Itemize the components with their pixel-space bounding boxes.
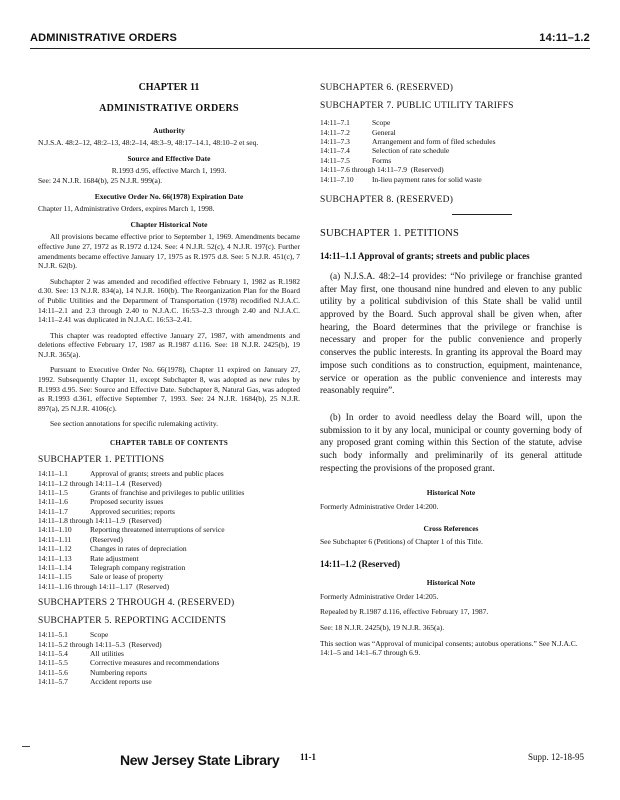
chapter-number: CHAPTER 11 bbox=[138, 82, 200, 93]
table-of-contents-heading: CHAPTER TABLE OF CONTENTS bbox=[109, 439, 229, 448]
subchapter-7-toc bbox=[320, 118, 582, 184]
toc-entry: 14:11–1.10 Reporting threatened interruptions of service bbox=[38, 525, 225, 535]
source-heading: Source and Effective Date bbox=[127, 153, 211, 163]
toc-entry: 14:11–1.11 (Reserved) bbox=[38, 534, 123, 544]
section-paragraph-b: (b) In order to avoid needless delay the Board will, upon the submission to it by any local, municipal or county governing body of any proposed grant coming within this Section of the statute, advise such body informally and preliminarily of its general attitude respecting the provisions of the proposed grant. bbox=[320, 411, 582, 473]
source-line-2: See: 24 N.J.R. 1684(b), 25 N.J.R. 999(a). bbox=[38, 175, 163, 185]
historical-note-text: Repealed by R.1987 d.116, effective February 17, 1987. bbox=[320, 607, 489, 617]
historical-note-text: Formerly Administrative Order 14:205. bbox=[320, 591, 439, 601]
historical-note-paragraph: Subchapter 2 was amended and recodified effective February 1, 1982 as R.1982 d.30. See: 13 N.J.R. 834(a), 14 N.J.R. 160(b). The Reorganization Plan for the Board of Public Utilities and the Department of Transportation (1978) recodified N.J.A.C. 14:11–2.1 and 2.3 through 2.40 to N.J.A.C. 16:53–2.3 through 2.40 and N.J.A.C. 14:11–2.41 was duplicated in N.J.A.C. 16:53–2.41. bbox=[38, 276, 300, 325]
historical-note-text: This section was “Approval of municipal consents; autobus operations.” See N.J.A.C. 14:1–5 and 14:1–6.7 through 6.9. bbox=[320, 638, 578, 658]
historical-note-text: See: 18 N.J.R. 2425(b), 19 N.J.R. 365(a). bbox=[320, 623, 445, 633]
toc-entry: 14:11–1.5 Grants of franchise and privileges to public utilities bbox=[38, 487, 245, 497]
executive-order-text: Chapter 11, Administrative Orders, expires March 1, 1998. bbox=[38, 204, 215, 214]
page-number: 11-1 bbox=[300, 752, 317, 762]
section-paragraph-a: (a) N.J.S.A. 48:2–14 provides: “No privilege or franchise granted after May first, one thousand nine hundred and eleven to any public utility by a political subdivision of this State shall be valid until approved by the Board. Such approval shall be given when, after hearing, the Board determines that the privilege or franchise is necessary and proper for the public convenience and properly conserves the public interests. In granting its approval the Board may impose such conditions as to construction, equipment, maintenance, service or operation as the public convenience and interests may reasonably require”. bbox=[320, 271, 582, 396]
toc-entry: 14:11–7.4 Selection of rate schedule bbox=[320, 146, 450, 156]
toc-entry: 14:11–5.2 through 14:11–5.3 (Reserved) bbox=[38, 639, 162, 649]
historical-note-heading: Historical Note bbox=[426, 488, 476, 498]
section-14-11-1-1-title: 14:11–1.1 Approval of grants; streets and public places bbox=[320, 250, 530, 261]
authority-text: N.J.S.A. 48:2–12, 48:2–13, 48:2–14, 48:3–9, 48:17–14.1, 48:10–2 et seq. bbox=[38, 138, 259, 148]
subchapter-7-heading: SUBCHAPTER 7. PUBLIC UTILITY TARIFFS bbox=[320, 101, 514, 112]
right-column bbox=[320, 82, 582, 663]
toc-entry: 14:11–5.1 Scope bbox=[38, 630, 109, 640]
subchapters-2-4-heading: SUBCHAPTERS 2 THROUGH 4. (RESERVED) bbox=[38, 598, 235, 609]
running-head bbox=[30, 30, 590, 49]
toc-entry: 14:11–1.7 Approved securities; reports bbox=[38, 506, 175, 516]
historical-note-heading: Historical Note bbox=[426, 578, 476, 588]
subchapter-1-heading: SUBCHAPTER 1. PETITIONS bbox=[38, 454, 165, 465]
toc-entry: 14:11–7.6 through 14:11–7.9 (Reserved) bbox=[320, 165, 444, 175]
toc-entry: 14:11–5.7 Accident reports use bbox=[38, 677, 152, 687]
left-column bbox=[38, 82, 300, 693]
section-14-11-1-2-title: 14:11–1.2 (Reserved) bbox=[320, 558, 400, 569]
chapter-historical-note-heading: Chapter Historical Note bbox=[130, 219, 208, 229]
chapter-title: ADMINISTRATIVE ORDERS bbox=[99, 102, 239, 114]
historical-note-paragraph: See section annotations for specific rulemaking activity. bbox=[50, 419, 219, 429]
toc-entry: 14:11–1.1 Approval of grants; streets and public places bbox=[38, 469, 224, 479]
cross-references-heading: Cross References bbox=[423, 523, 479, 533]
toc-entry: 14:11–5.4 All utilities bbox=[38, 649, 124, 659]
subchapter-8-heading: SUBCHAPTER 8. (RESERVED) bbox=[320, 194, 454, 205]
running-head-section: 14:11–1.2 bbox=[539, 32, 590, 44]
toc-entry: 14:11–1.13 Rate adjustment bbox=[38, 553, 139, 563]
toc-entry: 14:11–1.14 Telegraph company registration bbox=[38, 562, 186, 572]
subchapter-5-toc bbox=[38, 630, 300, 686]
toc-entry: 14:11–5.5 Corrective measures and recommendations bbox=[38, 658, 220, 668]
subchapter-1-toc bbox=[38, 469, 300, 591]
historical-note-text: Formerly Administrative Order 14:200. bbox=[320, 501, 439, 511]
margin-mark bbox=[22, 746, 30, 747]
divider-rule bbox=[452, 214, 512, 215]
toc-entry: 14:11–1.12 Changes in rates of depreciation bbox=[38, 544, 187, 554]
toc-entry: 14:11–1.8 through 14:11–1.9 (Reserved) bbox=[38, 516, 162, 526]
toc-entry: 14:11–1.16 through 14:11–1.17 (Reserved) bbox=[38, 581, 170, 591]
toc-entry: 14:11–5.6 Numbering reports bbox=[38, 667, 147, 677]
subchapter-5-heading: SUBCHAPTER 5. REPORTING ACCIDENTS bbox=[38, 616, 227, 627]
supplement-date: Supp. 12-18-95 bbox=[528, 752, 584, 762]
historical-note-paragraph: All provisions became effective prior to September 1, 1969. Amendments became effective June 27, 1972 as R.1972 d.124. See: 4 N.J.R. 52(c), 4 N.J.R. 197(c). Further amendments became effective January 17, 1975 as R.1975 d.8. See: 5 N.J.R. 451(c), 7 N.J.R. 62(b). bbox=[38, 232, 300, 271]
cross-references-text: See Subchapter 6 (Petitions) of Chapter 1 of this Title. bbox=[320, 537, 483, 547]
toc-entry: 14:11–7.3 Arrangement and form of filed schedules bbox=[320, 137, 496, 147]
authority-heading: Authority bbox=[153, 125, 185, 135]
library-stamp: New Jersey State Library bbox=[120, 752, 280, 768]
toc-entry: 14:11–1.2 through 14:11–1.4 (Reserved) bbox=[38, 478, 162, 488]
toc-entry: 14:11–1.6 Proposed security issues bbox=[38, 497, 164, 507]
toc-entry: 14:11–7.5 Forms bbox=[320, 155, 392, 165]
historical-note-paragraph: Pursuant to Executive Order No. 66(1978), Chapter 11 expired on January 27, 1992. Subsequently Chapter 11, except Subchapter 8, was adopted as new rules by R.1993 d.95. See: Source and Effective Date. Subchapter 8, Natural Gas, was adopted as R.1993 d.361, effective September 7, 1993. See: 24 N.J.R. 1684(b), 25 N.J.R. 897(a), 25 N.J.R. 4106(c). bbox=[38, 365, 300, 413]
source-line-1: R.1993 d.95, effective March 1, 1993. bbox=[111, 166, 227, 176]
subchapter-1-section-heading: SUBCHAPTER 1. PETITIONS bbox=[320, 228, 460, 240]
historical-note-paragraph: This chapter was readopted effective January 27, 1987, with amendments and deletions effective February 17, 1987 as R.1987 d.116. See: 18 N.J.R. 2425(b), 19 N.J.R. 365(a). bbox=[38, 330, 300, 359]
subchapter-6-heading: SUBCHAPTER 6. (RESERVED) bbox=[320, 83, 454, 93]
toc-entry: 14:11–1.15 Sale or lease of property bbox=[38, 572, 164, 582]
executive-order-heading: Executive Order No. 66(1978) Expiration Date bbox=[94, 191, 244, 201]
toc-entry: 14:11–7.10 In-lieu payment rates for solid waste bbox=[320, 174, 482, 184]
toc-entry: 14:11–7.1 Scope bbox=[320, 118, 391, 128]
running-head-title: ADMINISTRATIVE ORDERS bbox=[30, 32, 178, 44]
toc-entry: 14:11–7.2 General bbox=[320, 127, 396, 137]
